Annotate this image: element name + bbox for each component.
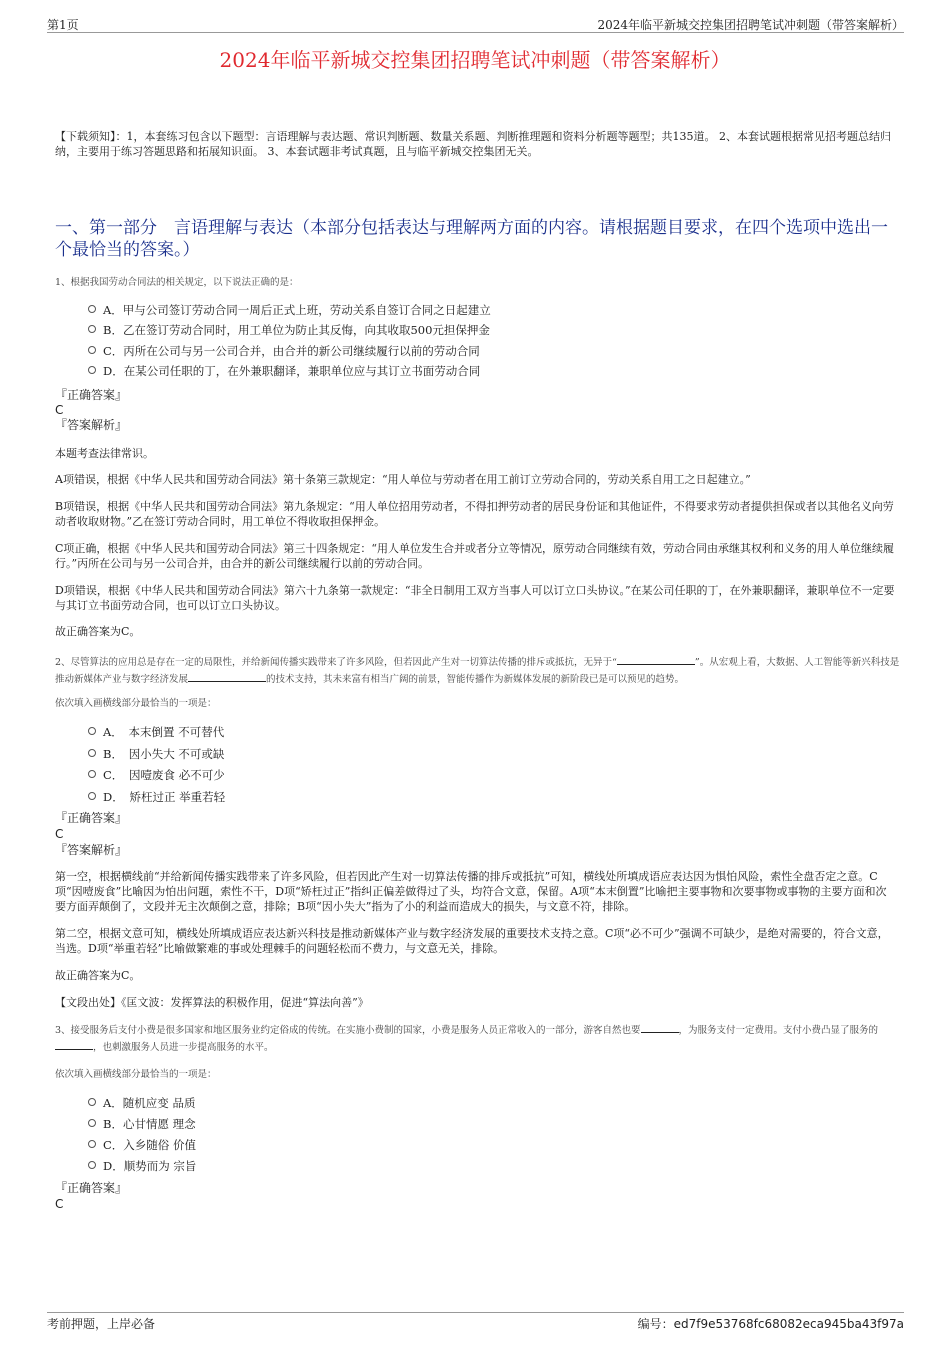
page-footer	[47, 1312, 904, 1333]
document-code: 编号：ed7f9e53768fc68082eca945ba43f97a	[637, 1317, 904, 1331]
q2-option-a[interactable]: A． 本末倒置 不可替代	[88, 723, 224, 741]
q1-answer: C	[55, 403, 64, 417]
q2-correct-answer-label: 『正确答案』	[55, 811, 128, 825]
q3-option-b[interactable]: B．心甘情愿 理念	[88, 1115, 196, 1133]
q2-option-c[interactable]: C． 因噎废食 必不可少	[88, 766, 225, 784]
question-2-stem: 2、尽管算法的应用总是存在一定的局限性，并给新闻传播实践带来了许多风险，但若因此产生对一切算法传播的排斥或抵抗，无异于“ ”。从宏观上看，大数据、人工智能等新兴科技是推动新媒体产业与数字经济发展 的技术支持，其未来富有相当广阔的前景，智能传播作为新媒体发展的新阶段已是可以预见的趋势。	[55, 654, 900, 688]
q3-option-d[interactable]: D．顺势而为 宗旨	[88, 1157, 196, 1175]
q3-option-a[interactable]: A．随机应变 品质	[88, 1094, 195, 1112]
document-title: 2024年临平新城交控集团招聘笔试冲刺题（带答案解析）	[219, 48, 731, 72]
q2-conclusion: 故正确答案为C。	[55, 969, 141, 982]
q2-answer: C	[55, 827, 64, 841]
q1-analysis-b: B项错误，根据《中华人民共和国劳动合同法》第九条规定：“用人单位招用劳动者，不得扣押劳动者的居民身份证和其他证件，不得要求劳动者提供担保或者以其他名义向劳动者收取财物。”乙在签订劳动合同时，用工单位不得收取担保押金。	[55, 500, 894, 528]
blank-line	[617, 654, 695, 665]
section-heading: 一、第一部分 言语理解与表达（本部分包括表达与理解两方面的内容。请根据题目要求，在四个选项中选出一个最恰当的答案。）	[55, 218, 888, 260]
radio-icon[interactable]	[88, 727, 96, 735]
q1-analysis-label: 『答案解析』	[55, 418, 128, 432]
page-header	[47, 14, 904, 33]
q3-correct-answer-label: 『正确答案』	[55, 1181, 128, 1195]
radio-icon[interactable]	[88, 1119, 96, 1127]
q2-option-d[interactable]: D． 矫枉过正 举重若轻	[88, 788, 225, 806]
q3-instruction: 依次填入画横线部分最恰当的一项是：	[55, 1069, 217, 1080]
question-1-stem: 1、根据我国劳动合同法的相关规定，以下说法正确的是：	[55, 277, 299, 288]
q1-option-d[interactable]: D．在某公司任职的丁，在外兼职翻译，兼职单位应与其订立书面劳动合同	[88, 362, 480, 380]
blank-line	[55, 1039, 93, 1050]
q1-conclusion: 故正确答案为C。	[55, 625, 141, 638]
radio-icon[interactable]	[88, 770, 96, 778]
radio-icon[interactable]	[88, 305, 96, 313]
radio-icon[interactable]	[88, 1140, 96, 1148]
q2-analysis-label: 『答案解析』	[55, 843, 128, 857]
q3-option-c[interactable]: C．入乡随俗 价值	[88, 1136, 196, 1154]
radio-icon[interactable]	[88, 792, 96, 800]
q1-analysis-c: C项正确，根据《中华人民共和国劳动合同法》第三十四条规定：“用人单位发生合并或者分立等情况，原劳动合同继续有效，劳动合同由承继其权利和义务的用人单位继续履行。”丙所在公司与另一公司合并，由合并的新公司继续履行以前的劳动合同。	[55, 542, 895, 570]
header-doc-title: 2024年临平新城交控集团招聘笔试冲刺题（带答案解析）	[597, 18, 904, 32]
footer-slogan: 考前押题，上岸必备	[47, 1317, 156, 1331]
q2-option-b[interactable]: B． 因小失大 不可或缺	[88, 745, 224, 763]
blank-line	[188, 671, 266, 682]
radio-icon[interactable]	[88, 366, 96, 374]
q1-analysis-d: D项错误，根据《中华人民共和国劳动合同法》第六十九条第一款规定：“非全日制用工双方当事人可以订立口头协议。”在某公司任职的丁，在外兼职翻译，兼职单位不一定要与其订立书面劳动合同，也可以订立口头协议。	[55, 584, 895, 612]
question-3-stem: 3、接受服务后支付小费是很多国家和地区服务业约定俗成的传统。在实施小费制的国家，小费是服务人员正常收入的一部分，游客自然也要 ，为服务支付一定费用。支付小费凸显了服务的，也刺激服务人员进一步提高服务的水平。	[55, 1022, 900, 1056]
radio-icon[interactable]	[88, 749, 96, 757]
radio-icon[interactable]	[88, 325, 96, 333]
radio-icon[interactable]	[88, 346, 96, 354]
q1-option-c[interactable]: C．丙所在公司与另一公司合并，由合并的新公司继续履行以前的劳动合同	[88, 342, 480, 360]
radio-icon[interactable]	[88, 1161, 96, 1169]
q2-instruction: 依次填入画横线部分最恰当的一项是：	[55, 698, 217, 709]
q1-analysis-a: A项错误，根据《中华人民共和国劳动合同法》第十条第三款规定：“用人单位与劳动者在用工前订立劳动合同的，劳动关系自用工之日起建立。”	[55, 473, 751, 486]
blank-line	[641, 1022, 679, 1033]
q1-option-a[interactable]: A．甲与公司签订劳动合同一周后正式上班，劳动关系自签订合同之日起建立	[88, 301, 491, 319]
q2-analysis-first-blank: 第一空，根据横线前“并给新闻传播实践带来了许多风险，但若因此产生对一切算法传播的排斥或抵抗”可知，横线处所填成语应表达因为惧怕风险，索性全盘否定之意。C项“因噎废食”比喻因为怕出问题，索性不干，D项“矫枉过正”指纠正偏差做得过了头，均符合文意，保留。A项“本末倒置”比喻把主要事物和次要事物或事物的主要方面和次要方面弄颠倒了，文段并无主次颠倒之意，排除；B项“因小失大”指为了小的利益而造成大的损失，与文意不符，排除。	[55, 870, 887, 913]
q1-analysis-intro: 本题考查法律常识。	[55, 447, 154, 460]
q2-analysis-second-blank: 第二空，根据文意可知，横线处所填成语应表达新兴科技是推动新媒体产业与数字经济发展的重要技术支持之意。C项“必不可少”强调不可缺少，是绝对需要的，符合文意，当选。D项“举重若轻”比喻做繁难的事或处理棘手的问题轻松而不费力，与文意无关，排除。	[55, 927, 889, 955]
page-number: 第1页	[47, 18, 79, 32]
q1-option-b[interactable]: B．乙在签订劳动合同时，用工单位为防止其反悔，向其收取500元担保押金	[88, 321, 490, 339]
q2-source: 【文段出处】《匡文波：发挥算法的积极作用，促进“算法向善”》	[55, 996, 369, 1009]
radio-icon[interactable]	[88, 1098, 96, 1106]
q1-correct-answer-label: 『正确答案』	[55, 388, 128, 402]
download-note: 【下载须知】：1，本套练习包含以下题型：言语理解与表达题、常识判断题、数量关系题、判断推理题和资料分析题等题型；共135道。 2、本套试题根据常见招考题总结归纳，主要用于练习答题思路和拓展知识面。 3、本套试题非考试真题，且与临平新城交控集团无关。	[55, 130, 891, 158]
q3-answer: C	[55, 1197, 64, 1211]
